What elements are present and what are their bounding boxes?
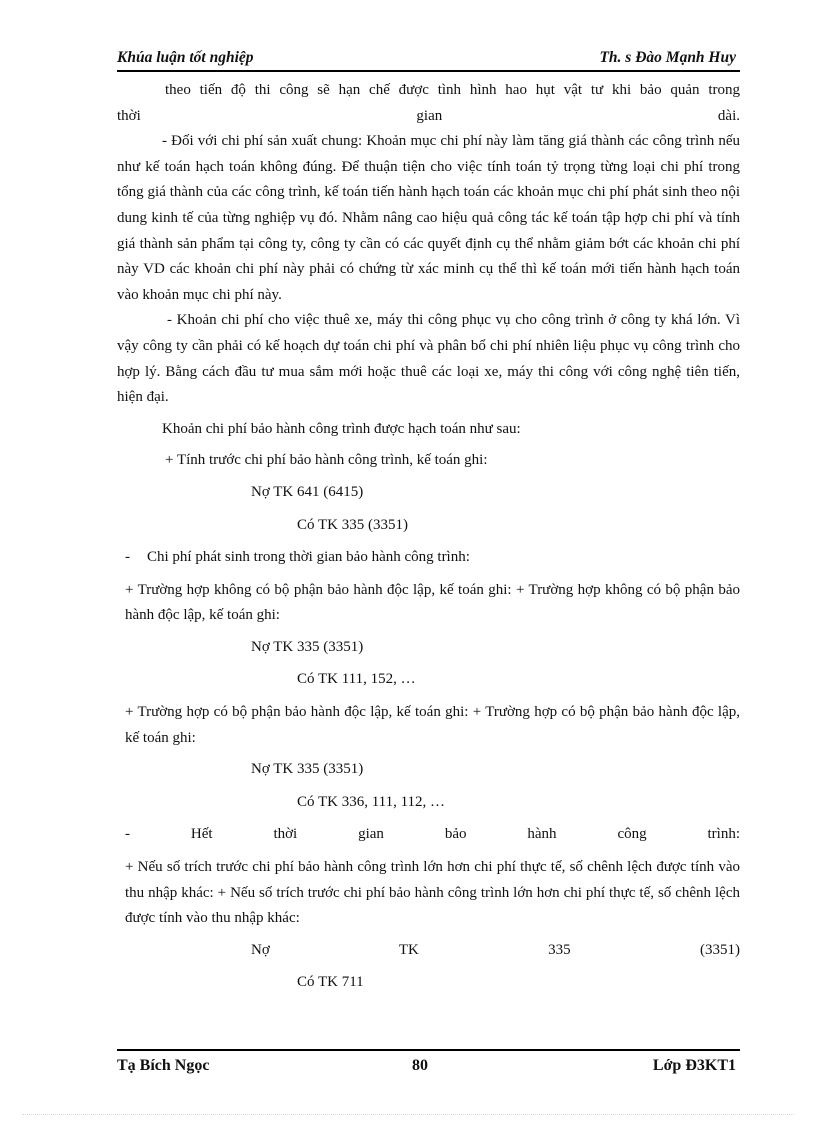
header-thesis-title: Khúa luận tốt nghiệp	[117, 49, 254, 66]
paragraph-warranty-intro: Khoản chi phí bảo hành công trình được hạch toán như sau:	[162, 420, 521, 437]
footer-class: Lớp Đ3KT1	[652, 1057, 736, 1074]
paragraph-warranty-end: - Hết thời gian bảo hành công trình:	[125, 826, 740, 843]
paragraph-incurred	[117, 545, 740, 571]
paragraph-line: theo tiến độ thi công sẽ hạn chế được tình hình hao hụt vật tư khi bảo quản trong	[165, 82, 740, 98]
paragraph-excess-accrual: + Nếu số trích trước chi phí bảo hành công trình lớn hơn chi phí thực tế, số chênh lệch được tính vào thu nhập khác: + Nếu số trích trước chi phí bảo hành công trình lớn hơn chi phí thực tế, số chênh lệch được tính vào thu nhập khác:	[125, 859, 740, 927]
paragraph-incurred-text: Chi phí phát sinh trong thời gian bảo hành công trình:	[147, 549, 470, 566]
journal-debit: Nợ TK 335 (3351)	[251, 638, 364, 655]
paragraph-line: thời gian dài.	[117, 107, 740, 124]
page-number: 80	[412, 1057, 428, 1074]
paragraph-no-dept: + Trường hợp không có bộ phận bảo hành độc lập, kế toán ghi: + Trường hợp không có bộ phận bảo hành độc lập, kế toán ghi:	[125, 581, 740, 624]
journal-credit: Có TK 336, 111, 112, …	[297, 793, 446, 810]
header-supervisor: Th. s Đào Mạnh Huy	[599, 49, 736, 66]
journal-credit: Có TK 711	[297, 974, 364, 991]
page-break-line	[22, 1114, 794, 1115]
journal-debit: Nợ TK 335 (3351)	[251, 761, 364, 778]
journal-credit: Có TK 111, 152, …	[297, 671, 416, 688]
paragraph-accrual: + Tính trước chi phí bảo hành công trình, kế toán ghi:	[165, 452, 488, 469]
paragraph-overhead-costs: - Đối với chi phí sản xuất chung: Khoản mục chi phí này làm tăng giá thành các công trình nếu như kế toán hạch toán không đúng. Để thuận tiện cho việc tính toán tỷ trọng từng loại chi phí trong tổng giá thành của các công trình, kế toán tiến hành hạch toán các khoản mục chi phí phát sinh theo nội dung kinh tế của từng nghiệp vụ đó. Nhằm nâng cao hiệu quả công tác kế toán tập hợp chi phí và tính giá thành sản phẩm tại công ty, công ty cần có các quyết định cụ thể nhằm giảm bớt các khoản chi phí này VD các khoản chi phí này phải có chứng từ xác minh cụ thể thì kế toán mới tiến hành hạch toán vào khoản mục chi phí này.	[117, 133, 740, 303]
page-footer	[117, 1049, 740, 1081]
journal-debit: Nợ TK 641 (6415)	[251, 483, 364, 500]
paragraph-with-dept: + Trường hợp có bộ phận bảo hành độc lập, kế toán ghi: + Trường hợp có bộ phận bảo hành độc lập, kế toán ghi:	[125, 704, 740, 746]
journal-debit: Nợ TK 335 (3351)	[251, 941, 740, 958]
footer-author: Tạ Bích Ngọc	[117, 1057, 210, 1074]
journal-credit: Có TK 335 (3351)	[297, 516, 408, 533]
paragraph-machine-rental: - Khoản chi phí cho việc thuê xe, máy thi công phục vụ cho công trình ở công ty khá lớn. Vì vậy công ty cần phải có kế hoạch dự toán chi phí và phân bổ chi phí nhiên liệu phục vụ công trình cho hợp lý. Bằng cách đầu tư mua sắm mới hoặc thuê các loại xe, máy thi công với công nghệ tiên tiến, hiện đại.	[117, 312, 740, 406]
document-body	[117, 78, 740, 996]
page-header	[117, 48, 740, 72]
list-dash: -	[125, 549, 130, 566]
